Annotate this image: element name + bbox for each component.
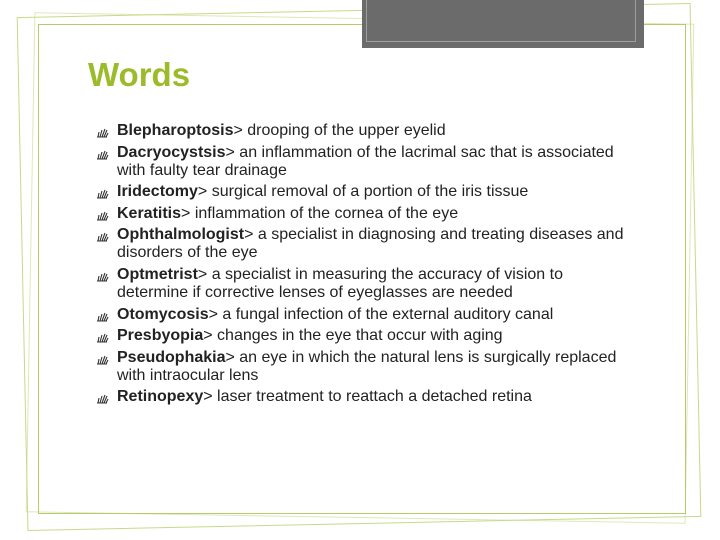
list-item xyxy=(96,205,626,223)
list-item xyxy=(96,349,626,385)
fan-bullet-icon xyxy=(96,186,109,198)
slide-title: Words xyxy=(88,56,191,93)
list-item xyxy=(96,266,626,302)
definition: > inflammation of the cornea of the eye xyxy=(181,204,459,222)
word-list xyxy=(96,122,626,410)
definition: > an inflammation of the lacrimal sac that is associated with faulty tear drainage xyxy=(117,143,614,179)
list-item xyxy=(96,183,626,201)
definition: > a specialist in diagnosing and treating diseases and disorders of the eye xyxy=(117,226,624,262)
list-item xyxy=(96,306,626,324)
header-decoration-border xyxy=(366,0,636,42)
term: Keratitis xyxy=(117,204,182,222)
definition: > surgical removal of a portion of the iris tissue xyxy=(197,183,529,201)
fan-bullet-icon xyxy=(96,229,109,241)
term: Dacryocystsis xyxy=(117,143,226,161)
fan-bullet-icon xyxy=(96,147,109,159)
fan-bullet-icon xyxy=(96,352,109,364)
term: Otomycosis xyxy=(117,305,209,323)
list-item xyxy=(96,327,626,345)
definition: > drooping of the upper eyelid xyxy=(233,122,446,139)
term: Pseudophakia xyxy=(117,348,226,366)
term: Ophthalmologist xyxy=(117,226,245,244)
definition: > an eye in which the natural lens is surgically replaced with intraocular lens xyxy=(117,348,617,384)
definition: > changes in the eye that occur with aging xyxy=(203,327,503,345)
fan-bullet-icon xyxy=(96,125,109,137)
definition: > a specialist in measuring the accuracy of vision to determine if corrective lenses of eyeglasses are needed xyxy=(117,265,563,301)
term: Optmetrist xyxy=(117,265,198,283)
header-decoration xyxy=(362,0,644,48)
fan-bullet-icon xyxy=(96,208,109,220)
definition: > laser treatment to reattach a detached retina xyxy=(203,388,532,406)
fan-bullet-icon xyxy=(96,391,109,403)
list-item xyxy=(96,226,626,262)
list-item xyxy=(96,144,626,180)
term: Blepharoptosis xyxy=(117,122,234,139)
list-item xyxy=(96,122,626,140)
fan-bullet-icon xyxy=(96,330,109,342)
definition: > a fungal infection of the external auditory canal xyxy=(208,305,554,323)
fan-bullet-icon xyxy=(96,269,109,281)
term: Retinopexy xyxy=(117,388,204,406)
list-item xyxy=(96,388,626,406)
fan-bullet-icon xyxy=(96,309,109,321)
term: Presbyopia xyxy=(117,327,204,345)
term: Iridectomy xyxy=(117,183,198,201)
